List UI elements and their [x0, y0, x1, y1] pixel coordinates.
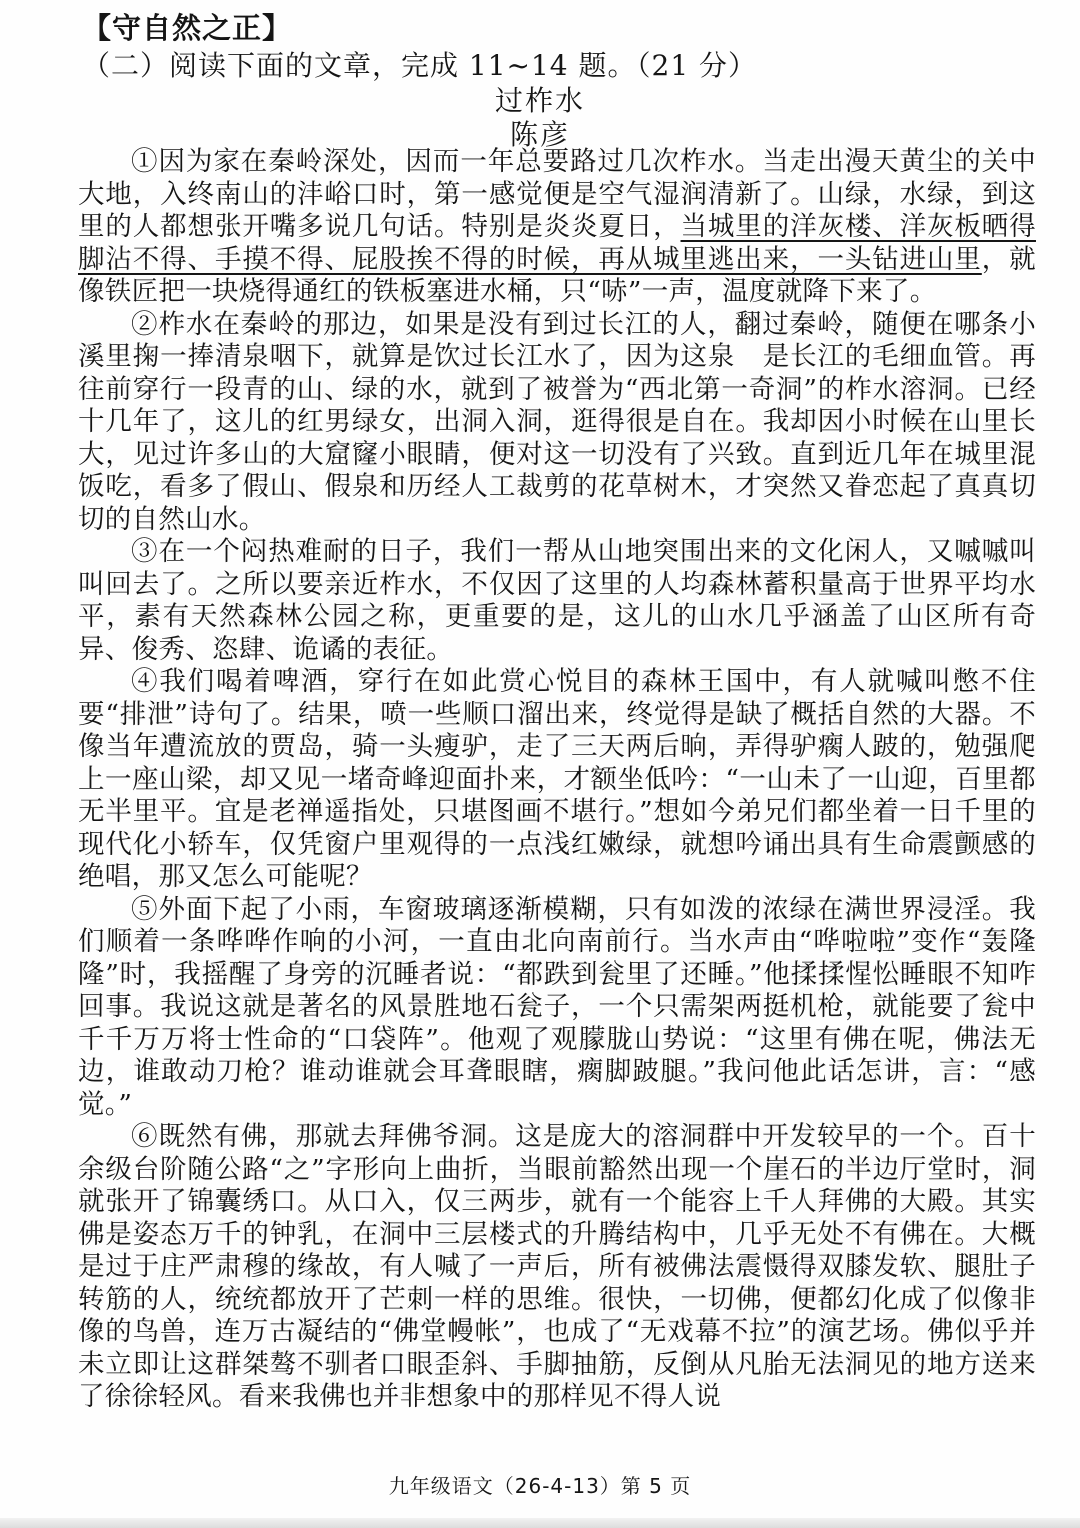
article-body — [78, 146, 1036, 1414]
scan-edge-shadow — [0, 1518, 1080, 1528]
paragraph-2: ②柞水在秦岭的那边，如果是没有到过长江的人，翻过秦岭，随便在哪条小溪里掬一捧清泉咽下，就算是饮过长江水了，因为这泉 是长江的毛细血管。再往前穿行一段青的山、绿的水，就到了被誉为“西北第一奇洞”的柞水溶洞。已经十几年了，这儿的红男绿女，出洞入洞，逛得很是自在。我却因小时候在山里长大，见过许多山的大窟窿小眼睛，便对这一切没有了兴致。直到近几年在城里混饭吃，看多了假山、假泉和历经人工裁剪的花草树木，才突然又眷恋起了真真切切的自然山水。 — [78, 308, 1036, 535]
paragraph-1 — [78, 146, 1036, 309]
section-label: 【守自然之正】 — [82, 11, 293, 45]
paragraph-3: ③在一个闷热难耐的日子，我们一帮从山地突围出来的文化闲人，又嘁嘁叫叫回去了。之所以要亲近柞水，不仅因了这里的人均森林蓄积量高于世界平均水平，素有天然森林公园之称，更重要的是，这儿的山水几乎涵盖了山区所有奇异、俊秀、恣肆、诡谲的表征。 — [78, 536, 1036, 665]
paragraph-4: ④我们喝着啤酒，穿行在如此赏心悦目的森林王国中，有人就喊叫憋不住要“排泄”诗句了。结果，喷一些顺口溜出来，终觉得是缺了概括自然的大器。不像当年遭流放的贾岛，骑一头瘦驴，走了三天两后晌，弄得驴瘸人跛的，勉强爬上一座山梁，却又见一堵奇峰迎面扑来，才额坐低吟：“一山未了一山迎，百里都无半里平。宜是老禅遥指处，只堪图画不堪行。”想如今弟兄们都坐着一日千里的现代化小轿车，仅凭窗户里观得的一点浅红嫩绿，就想吟诵出具有生命震颤感的绝唱，那又怎么可能呢？ — [78, 666, 1036, 892]
question-instruction: （二）阅读下面的文章，完成 11~14 题。（21 分） — [82, 49, 758, 82]
page-footer: 九年级语文（26-4-13）第 5 页 — [388, 1474, 692, 1498]
paragraph-1-text-a: ①因为家在秦岭深处，因而一年总要路过几次柞水。当走出漫天黄尘的关中大地，入终南山的沣峪口时，第一感觉便是空气湿润清新了。山绿，水绿，到这里的人都想张开嘴多说几句话。特别是炎炎夏日， — [78, 146, 1036, 242]
article-title: 过柞水 — [494, 84, 585, 117]
paragraph-1-text-b: ，就像铁匠把一块烧得通红的铁板塞进水桶，只“哧”一声，温度就降下来了。 — [78, 243, 1036, 307]
paragraph-6: ⑥既然有佛，那就去拜佛爷洞。这是庞大的溶洞群中开发较早的一个。百十余级台阶随公路“之”字形向上曲折，当眼前豁然出现一个崖石的半边厅堂时，洞就张开了锦囊绣口。从口入，仅三两步，就有一个能容上千人拜佛的大殿。其实佛是姿态万千的钟乳，在洞中三层楼式的升腾结构中，几乎无处不有佛在。大概是过于庄严肃穆的缘故，有人喊了一声后，所有被佛法震慑得双膝发软、腿肚子转筋的人，统统都放开了芒刺一样的思维。很快，一切佛，便都幻化成了似像非像的鸟兽，连万古凝结的“佛堂幔帐”，也成了“无戏幕不拉”的演艺场。佛似乎并未立即让这群桀骜不驯者口眼歪斜、手脚抽筋，反倒从凡胎无法洞见的地方送来了徐徐轻风。看来我佛也并非想象中的那样见不得人说 — [78, 1121, 1036, 1412]
article-author: 陈彦 — [509, 118, 570, 151]
paragraph-5: ⑤外面下起了小雨，车窗玻璃逐渐模糊，只有如泼的浓绿在满世界浸淫。我们顺着一条哗哗作响的小河，一直由北向南前行。当水声由“哗啦啦”变作“轰隆隆”时，我摇醒了身旁的沉睡者说：“都跌到瓮里了还睡。”他揉揉惺忪睡眼不知咋回事。我说这就是著名的风景胜地石瓮子，一个只需架两挺机枪，就能要了瓮中千千万万将士性命的“口袋阵”。他观了观朦胧山势说：“这里有佛在呢，佛法无边，谁敢动刀枪？谁动谁就会耳聋眼瞎，瘸脚跛腿。”我问他此话怎讲，言：“感觉。” — [78, 893, 1036, 1120]
underlined-sentence: 当城里的洋灰楼、洋灰板晒得脚沾不得、手摸不得、屁股挨不得的时候，再从城里逃出来，一头钻进山里 — [78, 211, 1036, 275]
